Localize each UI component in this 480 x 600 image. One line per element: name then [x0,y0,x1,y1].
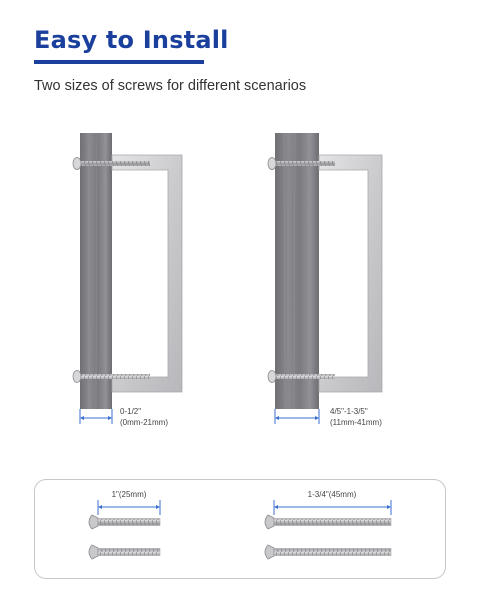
page-title: Easy to Install [34,26,229,54]
handle-bar [112,155,182,392]
screw-bottom [275,374,335,379]
range-label-thick [330,406,382,428]
screw-length-long: 1-3/4"(45mm) [307,490,357,499]
range-metric: (11mm-41mm) [330,418,382,427]
range-label-thin [120,406,168,428]
screw-top [80,161,150,166]
range-imperial: 0-1/2" [120,407,142,416]
thickness-dimension [80,409,112,424]
handle-bar [319,155,382,392]
screw-length-short: 1"(25mm) [111,490,147,499]
screw-top [275,161,335,166]
screw-bottom [80,374,150,379]
range-imperial: 4/5"-1-3/5" [330,407,368,416]
install-thick-panel [268,133,382,424]
range-metric: (0mm-21mm) [120,418,168,427]
install-thin-panel [73,133,182,424]
screw-head [268,158,276,170]
screw-head [73,158,81,170]
wood-panel [275,133,319,409]
thickness-dimension [275,409,319,424]
screw-head [268,371,276,383]
page-subtitle: Two sizes of screws for different scenarios [34,78,307,94]
screw-head [73,371,81,383]
